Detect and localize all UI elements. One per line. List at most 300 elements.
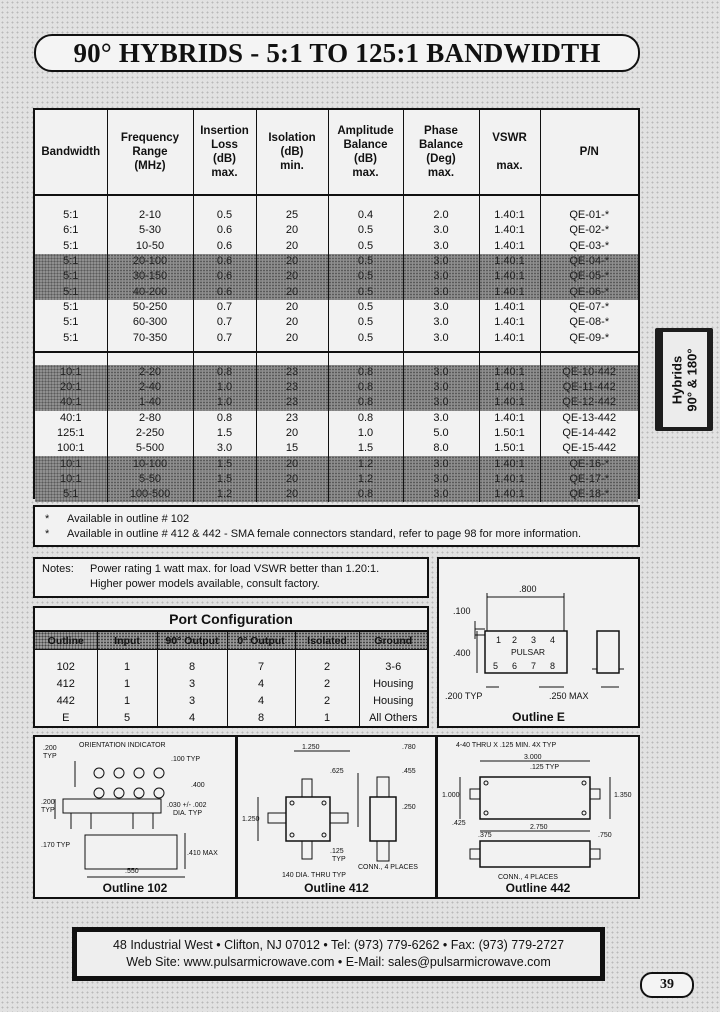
table-cell: 5:1 [35, 239, 107, 254]
table-cell: 3-6 [385, 660, 402, 673]
table-cell: 40:1 [35, 395, 107, 410]
table-row [35, 300, 638, 315]
dim-label: 3.000 [524, 754, 542, 761]
spec-header-cell [479, 110, 540, 195]
table-cell: 1.40:1 [479, 223, 540, 238]
table-cell: 0.5 [328, 239, 403, 254]
table-cell: 0.6 [193, 269, 256, 284]
table-cell: 20 [256, 487, 328, 502]
dim-label: .100 TYP [171, 756, 201, 763]
table-cell: 2-40 [107, 380, 193, 395]
table-cell: 1.40:1 [479, 395, 540, 410]
table-cell: 3.0 [403, 284, 479, 299]
table-cell: 5:1 [35, 330, 107, 345]
table-row [35, 411, 638, 426]
table-cell: 1.40:1 [479, 300, 540, 315]
spec-header-line: Bandwidth [41, 146, 101, 158]
spec-header-line: (Deg) [426, 153, 456, 165]
table-cell: 5:1 [35, 208, 107, 223]
table-row [35, 208, 638, 223]
table-cell: 20 [256, 239, 328, 254]
dim-label: .375 [478, 832, 492, 839]
page-title: 90° HYBRIDS - 5:1 TO 125:1 BANDWIDTH [34, 34, 640, 72]
pin-label: 8 [550, 661, 556, 671]
table-cell: 0.5 [193, 208, 256, 223]
table-cell: 0.6 [193, 239, 256, 254]
spacer-cell [540, 352, 638, 365]
table-cell: 20 [256, 426, 328, 441]
table-cell: 1.50:1 [479, 441, 540, 456]
table-cell: 3.0 [403, 300, 479, 315]
footnote-text: Available in outline # 412 & 442 - SMA female connectors standard, refer to page 98 for more information. [67, 528, 582, 540]
table-cell: 0.5 [328, 254, 403, 269]
table-cell: 1 [97, 658, 157, 675]
table-cell: 442 [35, 692, 97, 709]
dim-label: TYP [41, 807, 55, 814]
spec-header-line: Amplitude [337, 125, 394, 137]
dim-label: .170 TYP [41, 842, 71, 849]
table-cell: 23 [256, 365, 328, 380]
table-cell: 20 [256, 269, 328, 284]
table-cell: 3.0 [403, 365, 479, 380]
table-cell: 1.5 [193, 472, 256, 487]
spec-header-line: (dB) [213, 153, 236, 165]
dim-label: ORIENTATION INDICATOR [79, 742, 166, 749]
table-cell: 3.0 [403, 239, 479, 254]
spacer-cell [328, 352, 403, 365]
table-cell: 20 [256, 472, 328, 487]
table-cell: 1.0 [193, 380, 256, 395]
spec-header-line: max. [427, 167, 455, 179]
table-row [35, 269, 638, 284]
table-row [35, 426, 638, 441]
outline-e-svg [439, 559, 638, 726]
side-tab-line-1: Hybrids [670, 355, 686, 404]
table-cell: QE-05-* [540, 269, 638, 284]
spec-header-line: Isolation [268, 132, 316, 144]
spec-table [35, 110, 638, 502]
contact-box [72, 927, 605, 981]
table-cell: 3.0 [403, 269, 479, 284]
table-row [35, 441, 638, 456]
table-cell: 0.8 [328, 365, 403, 380]
table-cell: 10-100 [107, 456, 193, 471]
table-cell: 20 [256, 284, 328, 299]
table-cell: 8.0 [403, 441, 479, 456]
table-cell: 1.40:1 [479, 254, 540, 269]
dim-label: .425 [452, 820, 466, 827]
notes-line-2: Higher power models available, consult factory. [90, 578, 320, 590]
table-row [35, 456, 638, 471]
spacer-cell [35, 352, 107, 365]
table-cell: QE-17-* [540, 472, 638, 487]
spec-header-line [482, 145, 538, 159]
table-cell: QE-01-* [569, 209, 610, 222]
spacer-cell [328, 195, 403, 208]
pin-label: 3 [531, 635, 537, 645]
table-cell: 3.0 [403, 315, 479, 330]
spacer-cell [479, 352, 540, 365]
port-header-cell: 90° Output [157, 632, 227, 650]
table-cell: 0.7 [193, 330, 256, 345]
dim-label: CONN., 4 PLACES [498, 874, 558, 881]
spacer-cell [107, 195, 193, 208]
table-cell: 15 [256, 441, 328, 456]
dim-label: 1.350 [614, 792, 632, 799]
table-cell: 10-50 [107, 239, 193, 254]
spec-header-line: Balance [343, 139, 388, 151]
table-cell: 1.5 [193, 456, 256, 471]
table-cell: 1.2 [328, 472, 403, 487]
dim-label: TYP [43, 753, 57, 760]
dim-label: .400 [453, 648, 471, 658]
port-configuration-title: Port Configuration [35, 608, 427, 632]
pin-label: 7 [531, 661, 537, 671]
table-cell: 7 [227, 658, 295, 675]
table-cell: 30-150 [107, 269, 193, 284]
pin-label: 2 [512, 635, 518, 645]
table-cell: 5:1 [35, 254, 107, 269]
table-cell: 50-250 [107, 300, 193, 315]
table-row [35, 675, 427, 692]
spacer-cell [256, 352, 328, 365]
side-tab-line-2: 90° & 180° [685, 347, 701, 412]
dim-label: .410 MAX [187, 850, 218, 857]
table-cell: 1.5 [193, 426, 256, 441]
side-tab-text [670, 348, 700, 411]
dim-label: .200 [43, 745, 57, 752]
table-cell: 2-250 [107, 426, 193, 441]
table-cell: 5 [97, 709, 157, 726]
table-cell: 5:1 [35, 284, 107, 299]
dim-label: 4-40 THRU X .125 MIN. 4X TYP [456, 742, 557, 749]
table-cell: 1.40:1 [479, 487, 540, 502]
table-cell: 0.8 [328, 380, 403, 395]
port-header-cell: Isolated [295, 632, 359, 650]
table-cell: 23 [256, 411, 328, 426]
pin-label: 6 [512, 661, 518, 671]
table-cell: 0.6 [193, 223, 256, 238]
table-cell: 8 [227, 709, 295, 726]
spec-header-line: Loss [211, 139, 238, 151]
table-cell: 3.0 [403, 254, 479, 269]
table-cell: QE-12-442 [540, 395, 638, 410]
spacer-cell [359, 650, 427, 659]
side-tab-label [663, 332, 707, 427]
pin-label: 4 [550, 635, 556, 645]
table-cell: 1.40:1 [479, 239, 540, 254]
footnote-mark: * [45, 513, 50, 525]
table-cell: QE-11-442 [540, 380, 638, 395]
dim-label: .750 [598, 832, 612, 839]
port-header-cell: Outline [35, 632, 97, 650]
spacer-cell [256, 195, 328, 208]
table-cell: 70-350 [107, 330, 193, 345]
contact-address-line: 48 Industrial West • Clifton, NJ 07012 • Tel: (973) 779-6262 • Fax: (973) 779-2727 [112, 938, 565, 952]
outline-102-caption: Outline 102 [102, 881, 168, 895]
spec-header-line: (dB) [280, 146, 304, 158]
spec-header-line: VSWR [492, 132, 527, 144]
table-cell: 20:1 [35, 380, 107, 395]
table-cell: 0.8 [328, 487, 403, 502]
spacer-row [35, 195, 638, 208]
port-header-cell: Input [97, 632, 157, 650]
spec-header-line: (dB) [354, 153, 377, 165]
table-cell: 1.40:1 [479, 365, 540, 380]
table-cell: 1.40:1 [479, 284, 540, 299]
table-cell: 2-10 [107, 208, 193, 223]
table-cell: 0.5 [328, 269, 403, 284]
dim-label: .625 [330, 768, 344, 775]
dim-label: 1.250 [242, 816, 260, 823]
table-cell: 2-80 [107, 411, 193, 426]
spacer-row [35, 650, 427, 659]
table-cell: QE-02-* [569, 224, 610, 237]
table-cell: 4 [227, 675, 295, 692]
spec-header-row [35, 110, 638, 195]
pin-label: 5 [493, 661, 499, 671]
spec-header-line: (MHz) [134, 160, 166, 172]
footnote-1 [45, 513, 189, 525]
port-configuration-table [35, 632, 427, 726]
port-body [35, 650, 427, 727]
table-cell: 2 [295, 658, 359, 675]
dim-label: .800 [519, 584, 537, 594]
dim-label: .780 [402, 744, 416, 751]
table-cell: QE-04-* [540, 254, 638, 269]
table-cell: 20 [256, 330, 328, 345]
table-cell: 20 [256, 254, 328, 269]
table-cell: QE-15-442 [562, 442, 617, 455]
dim-label: .250 [402, 804, 416, 811]
table-cell: 60-300 [107, 315, 193, 330]
table-row [35, 487, 638, 502]
table-cell: 3.0 [193, 441, 256, 456]
table-cell: 1 [295, 709, 359, 726]
table-cell: QE-06-* [540, 284, 638, 299]
port-header-row [35, 632, 427, 650]
table-cell: 412 [35, 675, 97, 692]
table-cell: 3.0 [403, 472, 479, 487]
table-cell: 1.2 [328, 456, 403, 471]
table-cell: 1 [97, 675, 157, 692]
dim-label: .400 [191, 782, 205, 789]
notes-label: Notes: [42, 563, 74, 575]
table-cell: 0.7 [193, 300, 256, 315]
table-cell: QE-08-* [569, 316, 610, 329]
footnote-2 [45, 528, 581, 540]
table-cell: All Others [369, 711, 418, 724]
table-cell: 3.0 [403, 456, 479, 471]
table-cell: 23 [256, 380, 328, 395]
spec-header-cell [540, 110, 638, 195]
table-cell: 0.4 [328, 208, 403, 223]
table-cell: 3.0 [403, 411, 479, 426]
table-cell: 1-40 [107, 395, 193, 410]
table-cell: 1.2 [193, 487, 256, 502]
spec-header-cell [107, 110, 193, 195]
spacer-cell [295, 650, 359, 659]
table-cell: 20 [256, 223, 328, 238]
table-cell: 2.0 [403, 208, 479, 223]
spacer-cell [157, 650, 227, 659]
table-row [35, 692, 427, 709]
footnotes [33, 505, 640, 547]
outline-102-svg [35, 737, 235, 897]
table-row [35, 658, 427, 675]
spec-header-line: Balance [418, 139, 464, 151]
table-cell: 20 [256, 315, 328, 330]
table-cell: 1.40:1 [479, 472, 540, 487]
spec-header-line: Range [132, 146, 168, 158]
outline-442-caption: Outline 442 [505, 881, 571, 895]
table-cell: QE-16-* [540, 456, 638, 471]
table-cell: 0.5 [328, 284, 403, 299]
table-cell: 20 [256, 300, 328, 315]
table-row [35, 284, 638, 299]
table-cell: QE-18-* [540, 487, 638, 502]
table-cell: QE-03-* [569, 239, 610, 252]
table-cell: 4 [227, 692, 295, 709]
table-cell: 5.0 [403, 426, 479, 441]
table-cell: 5-30 [107, 223, 193, 238]
dim-label: .550 [125, 868, 139, 875]
spec-header-line: max. [352, 167, 379, 179]
table-cell: 20 [256, 456, 328, 471]
spec-header-cell [328, 110, 403, 195]
spec-header-line: max. [211, 167, 238, 179]
notes-line-1: Power rating 1 watt max. for load VSWR better than 1.20:1. [90, 563, 380, 575]
table-cell: QE-09-* [569, 331, 610, 344]
table-cell: 1.40:1 [479, 269, 540, 284]
dim-label: .250 MAX [549, 691, 589, 701]
spec-header-cell [193, 110, 256, 195]
table-cell: 3.0 [403, 395, 479, 410]
table-cell: 8 [157, 658, 227, 675]
table-cell: 0.7 [193, 315, 256, 330]
outline-412-drawing [236, 735, 437, 899]
table-cell: 10:1 [35, 472, 107, 487]
table-cell: 5:1 [35, 487, 107, 502]
table-cell: 6:1 [35, 223, 107, 238]
table-cell: 3.0 [403, 487, 479, 502]
table-cell: QE-10-442 [540, 365, 638, 380]
table-cell: 5:1 [35, 300, 107, 315]
table-cell: QE-13-442 [562, 411, 617, 424]
table-cell: 0.6 [193, 284, 256, 299]
page-number: 39 [640, 972, 694, 998]
spacer-cell [97, 650, 157, 659]
spacer-cell [479, 195, 540, 208]
spacer-cell [227, 650, 295, 659]
table-cell: 5-500 [107, 441, 193, 456]
table-cell: 4 [157, 709, 227, 726]
dim-label: 140 DIA. THRU TYP [282, 872, 346, 879]
spec-header-line: max. [496, 160, 523, 172]
table-cell: 5:1 [35, 269, 107, 284]
table-cell: 1.40:1 [479, 456, 540, 471]
table-cell: QE-14-442 [562, 427, 617, 439]
spacer-cell [403, 195, 479, 208]
dim-label: .100 [453, 606, 471, 616]
table-cell: 102 [35, 658, 97, 675]
table-cell: 1 [97, 692, 157, 709]
table-row [35, 315, 638, 330]
spec-header-line: Phase [424, 125, 458, 137]
table-cell: 5-50 [107, 472, 193, 487]
spacer-row [35, 352, 638, 365]
notes-box [33, 557, 429, 598]
table-row [35, 380, 638, 395]
spacer-cell [35, 195, 107, 208]
spec-header-line: P/N [579, 146, 599, 158]
outline-412-svg [238, 737, 435, 897]
table-cell: 2 [295, 692, 359, 709]
table-cell: 3.0 [403, 380, 479, 395]
table-row [35, 330, 638, 345]
table-cell: 0.6 [193, 254, 256, 269]
dim-label: .030 +/- .002 [167, 802, 207, 809]
table-row [35, 254, 638, 269]
spacer-cell [193, 195, 256, 208]
table-row [35, 472, 638, 487]
table-cell: 1.0 [328, 426, 403, 441]
table-cell: 0.8 [193, 411, 256, 426]
section-side-tab [655, 328, 713, 431]
table-cell: 0.5 [328, 315, 403, 330]
outline-e-caption: Outline E [512, 710, 565, 724]
table-cell: 3.0 [403, 223, 479, 238]
contact-web-line: Web Site: www.pulsarmicrowave.com • E-Mail: sales@pulsarmicrowave.com [126, 955, 551, 969]
table-cell: 2 [295, 675, 359, 692]
table-cell: 25 [256, 208, 328, 223]
table-cell: 0.8 [328, 411, 403, 426]
table-cell: 10:1 [35, 365, 107, 380]
table-cell: 1.0 [193, 395, 256, 410]
footnote-mark: * [45, 528, 50, 540]
dim-label: .125 TYP [530, 764, 560, 771]
outline-412-caption: Outline 412 [304, 881, 369, 895]
spec-table-box [33, 108, 640, 499]
dim-label: 1.000 [442, 792, 460, 799]
spacer-cell [35, 650, 97, 659]
footnote-text: Available in outline # 102 [67, 513, 190, 525]
spec-header-line: min. [280, 160, 304, 172]
dim-label: TYP [332, 856, 346, 863]
spec-header-line: Frequency [120, 132, 180, 144]
brand-label: PULSAR [511, 647, 546, 657]
dim-label: 2.750 [530, 824, 548, 831]
spacer-cell [193, 352, 256, 365]
table-cell: 10:1 [35, 456, 107, 471]
dim-label: 1.250 [302, 744, 320, 751]
table-cell: 1.50:1 [479, 426, 540, 441]
spec-header-cell [256, 110, 328, 195]
table-cell: Housing [373, 677, 414, 690]
table-cell: 1.40:1 [479, 380, 540, 395]
table-cell: 3 [157, 692, 227, 709]
table-cell: 0.5 [328, 300, 403, 315]
table-cell: 100:1 [35, 441, 107, 456]
dim-label: DIA. TYP [173, 810, 203, 817]
spec-body [35, 195, 638, 502]
table-cell: 40-200 [107, 284, 193, 299]
port-header-cell: 0° Output [227, 632, 295, 650]
table-cell: 2-20 [107, 365, 193, 380]
table-cell: Housing [373, 694, 414, 707]
dim-label: .200 [41, 799, 55, 806]
outline-442-drawing [436, 735, 640, 899]
